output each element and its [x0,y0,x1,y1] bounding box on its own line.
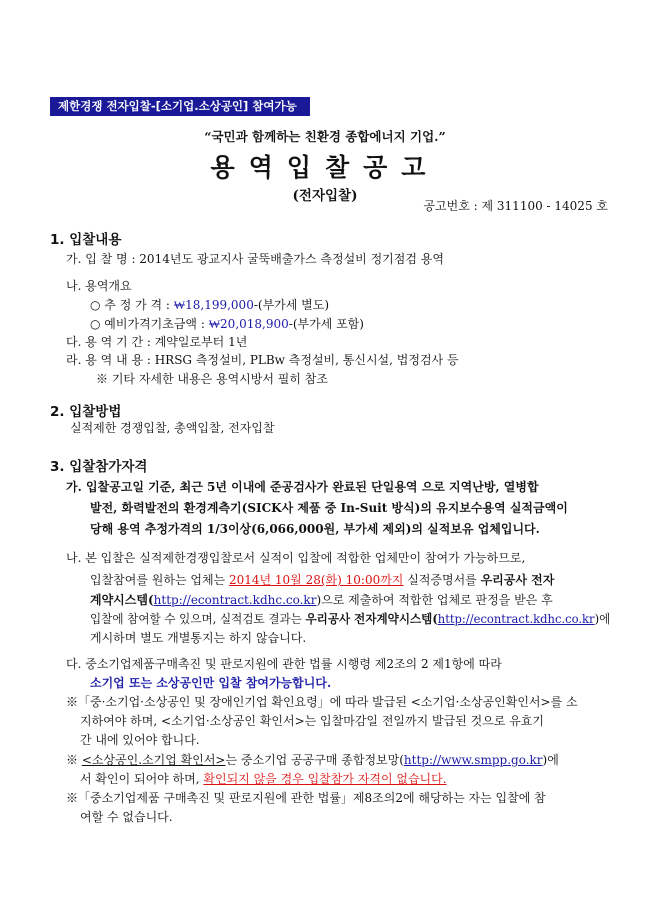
qualification-b-line3 [90,592,553,608]
n2-text: 는 중소기업 공공구매 종합정보망( [225,753,404,767]
qualification-b-line5: 게시하며 별도 개별통지는 하지 않습니다. [90,631,307,645]
n2-mark: ※ [66,753,82,767]
b4-text-2: )에 [594,612,611,626]
b2-bold: 우리공사 전자 [480,573,555,587]
section-1-heading: 1. 입찰내용 [50,232,122,248]
qualification-b-line2 [90,572,554,588]
econtract-link-2[interactable]: http://econtract.kdhc.co.kr [437,612,595,626]
note2-line1 [66,752,559,768]
b4-text: 입찰에 참여할 수 있으며, 실적검토 결과는 [90,612,306,626]
estimated-price-label: ○ 추 정 가 격 : [90,298,170,312]
qualification-a-line3: 당해 용역 추정가격의 1/3이상(6,066,000원, 부가세 제외)의 실적보유 업체입니다. [90,522,540,536]
b2-text-2: 실적증명서를 [403,573,481,587]
n2-cert: <소상공인.소기업 확인서> [81,753,226,767]
qualification-a-line1: 가. 입찰공고일 기준, 최근 5년 이내에 준공검사가 완료된 단일용역 으로 지역난방, 열병합 [66,480,539,494]
note3-line2: 여할 수 없습니다. [80,810,173,824]
note1-line1: ※「중·소기업·소상공인 및 장애인기업 확인요령」에 따라 발급된 <소기업·소상공인확인서>를 소 [66,695,578,709]
disqualification-warning: 확인되지 않을 경우 입찰참가 자격이 없습니다. [203,772,447,786]
b3-bold: 계약시스템( [90,593,154,607]
spec-note: ※ 기타 자세한 내용은 용역시방서 필히 참조 [96,372,328,386]
preliminary-price-label: ○ 예비가격기초금액 : [90,317,205,331]
slogan: “국민과 함께하는 친환경 종합에너지 기업.” [204,129,446,144]
estimated-price-note: -(부가세 별도) [253,298,330,312]
page-title: 용역입찰공고 [210,153,440,182]
preliminary-price [90,316,364,332]
restricted-bid-badge: 제한경쟁 전자입찰-[소기업.소상공인] 참여가능 [50,97,310,116]
note2-line2 [80,771,447,787]
deadline-date: 2014년 10월 28(화) 10:00까지 [228,573,404,587]
smpp-link[interactable]: http://www.smpp.go.kr [403,753,543,767]
note3-line1: ※「중소기업제품 구매촉진 및 판로지원에 관한 법률」제8조의2에 해당하는 자는 입찰에 참 [66,791,546,805]
estimated-price-value: ₩18,199,000 [173,298,254,312]
qualification-c-line2: 소기업 또는 소상공인만 입찰 참여가능합니다. [90,676,332,690]
qualification-c-line1: 다. 중소기업제품구매촉진 및 판로지원에 관한 법률 시행령 제2조의 2 제1항에 따라 [66,657,502,671]
note1-line3: 간 내에 있어야 합니다. [80,733,200,747]
note1-line2: 지하여야 하며, <소기업·소상공인 확인서>는 입찰마감일 전일까지 발급된 것으로 유효기 [80,714,544,728]
page-subtitle: (전자입찰) [292,188,358,204]
bid-name: 가. 입 찰 명 : 2014년도 광교지사 굴뚝배출가스 측정설비 정기점검 용역 [66,252,444,266]
bid-method: 실적제한 경쟁입찰, 총액입찰, 전자입찰 [70,421,275,435]
estimated-price [90,297,329,313]
b3-text: )으로 제출하여 적합한 업체로 판정을 받은 후 [316,593,553,607]
notice-number: 공고번호 : 제 311100 - 14025 호 [423,199,608,213]
n2-text-2: )에 [542,753,559,767]
preliminary-price-note: -(부가세 포함) [288,317,364,331]
b4-bold: 우리공사 전자계약시스템( [305,612,438,626]
section-3-heading: 3. 입찰참가자격 [50,459,148,475]
service-period: 다. 용 역 기 간 : 계약일로부터 1년 [66,335,248,349]
section-2-heading: 2. 입찰방법 [50,404,122,420]
preliminary-price-value: ₩20,018,900 [208,317,289,331]
qualification-b-line1: 나. 본 입찰은 실적제한경쟁입찰로서 실적이 입찰에 적합한 업체만이 참여가 가능하므로, [66,551,526,565]
b2-text: 입찰참여를 원하는 업체는 [90,573,229,587]
qualification-a-line2: 발전, 화력발전의 환경계측기(SICK사 제품 중 In-Suit 방식)의 유지보수용역 실적금액이 [90,501,568,515]
service-content: 라. 용 역 내 용 : HRSG 측정설비, PLBw 측정설비, 통신시설, 법정검사 등 [66,353,459,367]
econtract-link-1[interactable]: http://econtract.kdhc.co.kr [153,593,317,607]
qualification-b-line4 [90,611,610,627]
n2-2-text: 서 확인이 되어야 하며, [80,772,204,786]
overview-label: 나. 용역개요 [66,279,132,293]
